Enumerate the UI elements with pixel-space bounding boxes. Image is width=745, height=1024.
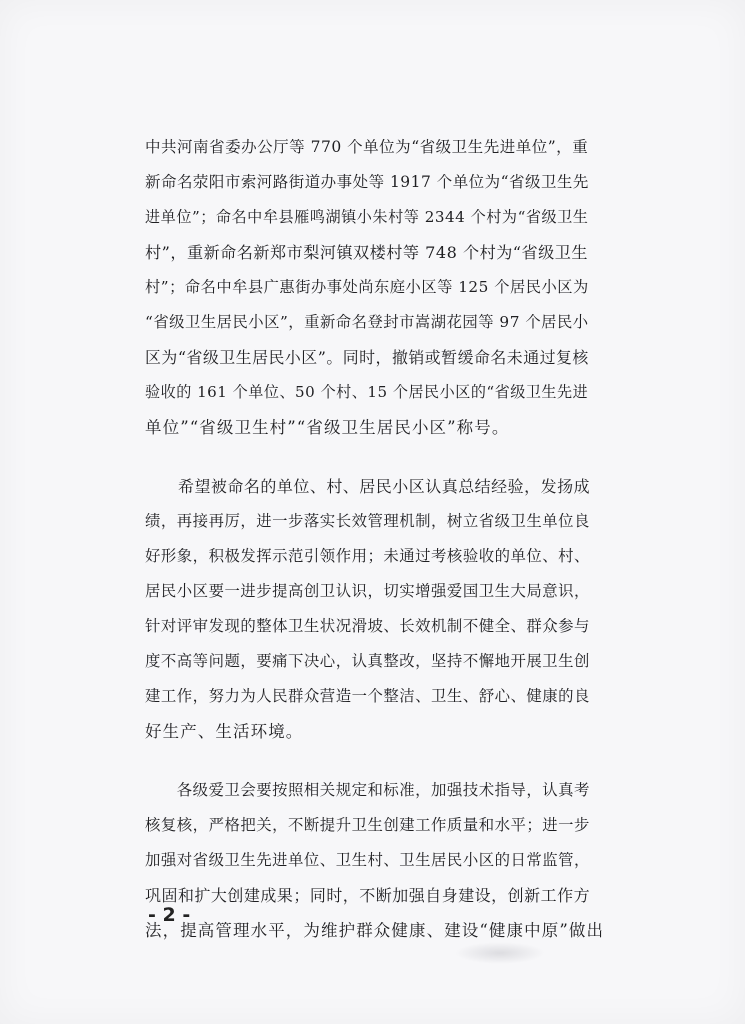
text-line: 法，提高管理水平，为维护群众健康、建设“健康中原”做出 <box>145 921 605 940</box>
text-line: 单位”“省级卫生村”“省级卫生居民小区”称号。 <box>145 418 510 437</box>
text-line: 新命名荥阳市索河路街道办事处等 1917 个单位为“省级卫生先 <box>145 173 589 191</box>
text-line: 验收的 161 个单位、50 个村、15 个居民小区的“省级卫生先进 <box>145 383 589 401</box>
text-line: 好生产、生活环境。 <box>145 722 304 741</box>
text-line: “省级卫生居民小区”，重新命名登封市嵩湖花园等 97 个居民小 <box>145 313 589 331</box>
text-line: 绩，再接再厉，进一步落实长效管理机制，树立省级卫生单位良 <box>145 512 590 530</box>
text-line: 希望被命名的单位、村、居民小区认真总结经验，发扬成 <box>145 477 591 496</box>
text-line: 进单位”；命名中牟县雁鸣湖镇小朱村等 2344 个村为“省级卫生 <box>145 208 589 226</box>
text-line: 度不高等问题，要痛下决心，认真整改，坚持不懈地开展卫生创 <box>145 652 590 670</box>
body-text <box>145 130 610 948</box>
text-line: 核复核，严格把关，不断提升卫生创建工作质量和水平；进一步 <box>145 816 590 834</box>
paragraph <box>145 469 610 749</box>
paragraph <box>145 773 610 948</box>
text-line: 居民小区要一进步提高创卫认识，切实增强爱国卫生大局意识， <box>145 582 590 600</box>
text-line: 中共河南省委办公厅等 770 个单位为“省级卫生先进单位”，重 <box>145 138 589 156</box>
paragraph-gap <box>145 445 610 469</box>
page-number: - 2 - <box>148 904 191 926</box>
text-line: 各级爱卫会要按照相关规定和标准，加强技术指导，认真考 <box>145 781 590 799</box>
paragraph-gap <box>145 749 610 773</box>
text-line: 区为“省级卫生居民小区”。同时，撤销或暂缓命名未通过复核 <box>145 348 589 367</box>
paragraph <box>145 130 610 445</box>
text-line: 村”，重新命名新郑市梨河镇双楼村等 748 个村为“省级卫生 <box>145 243 588 262</box>
text-line: 好形象，积极发挥示范引领作用；未通过考核验收的单位、村、 <box>145 547 590 565</box>
text-line: 巩固和扩大创建成果；同时，不断加强自身建设，创新工作方 <box>145 886 591 905</box>
text-line: 村”；命名中牟县广惠街办事处尚东庭小区等 125 个居民小区为 <box>145 278 589 296</box>
text-line: 针对评审发现的整体卫生状况滑坡、长效机制不健全、群众参与 <box>145 617 590 635</box>
text-line: 建工作，努力为人民群众营造一个整洁、卫生、舒心、健康的良 <box>145 687 590 705</box>
text-line: 加强对省级卫生先进单位、卫生村、卫生居民小区的日常监管， <box>145 851 590 869</box>
